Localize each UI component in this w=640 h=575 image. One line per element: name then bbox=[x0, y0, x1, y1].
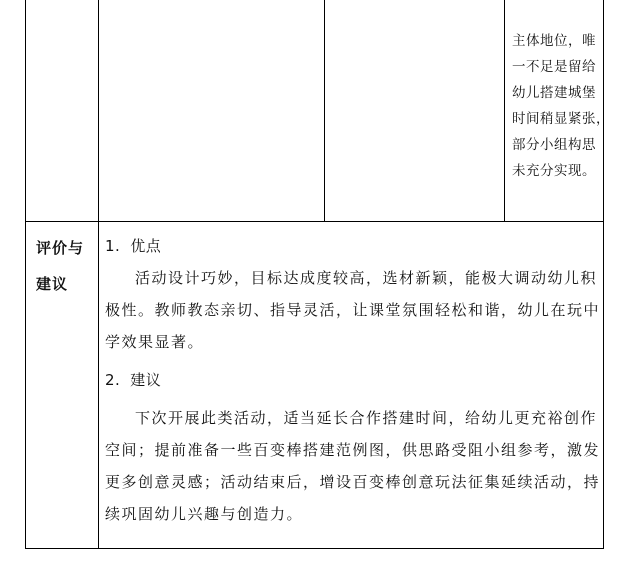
column-divider-2 bbox=[324, 0, 325, 221]
paragraph-line: 活动设计巧妙，目标达成度较高，选材新颖，能极大调动幼儿积 bbox=[135, 269, 598, 287]
section-title: 建议 bbox=[130, 371, 162, 389]
section-title: 优点 bbox=[130, 237, 162, 255]
note-line: 未充分实现。 bbox=[512, 163, 596, 179]
upper-row-note bbox=[512, 28, 610, 184]
section-number: 2. bbox=[105, 371, 121, 389]
evaluation-content bbox=[105, 230, 600, 530]
note-line: 时间稍显紧张， bbox=[512, 111, 610, 127]
strengths-paragraph bbox=[105, 262, 600, 358]
note-line: 主体地位，唯 bbox=[512, 33, 596, 49]
column-divider-1 bbox=[98, 0, 99, 549]
row-divider bbox=[25, 221, 604, 222]
label-line: 评价与 bbox=[36, 239, 85, 257]
note-line: 部分小组构思 bbox=[512, 137, 596, 153]
evaluation-label bbox=[36, 232, 94, 304]
section-heading-strengths bbox=[105, 230, 600, 262]
section-number: 1. bbox=[105, 237, 121, 255]
column-divider-3 bbox=[504, 0, 505, 221]
note-line: 幼儿搭建城堡 bbox=[512, 85, 596, 101]
paragraph-line: 极性。教师教态亲切、指导灵活，让课堂氛围轻松和谐，幼儿在玩中 bbox=[105, 301, 601, 319]
section-heading-suggestions bbox=[105, 364, 600, 396]
paragraph-line: 空间；提前准备一些百变棒搭建范例图，供思路受阻小组参考，激发 bbox=[105, 441, 601, 459]
paragraph-line: 续巩固幼儿兴趣与创造力。 bbox=[105, 505, 304, 523]
paragraph-line: 下次开展此类活动，适当延长合作搭建时间，给幼儿更充裕创作 bbox=[135, 409, 598, 427]
paragraph-line: 更多创意灵感；活动结束后，增设百变棒创意玩法征集延续活动，持 bbox=[105, 473, 601, 491]
note-line: 一不足是留给 bbox=[512, 59, 596, 75]
label-line: 建议 bbox=[36, 275, 69, 293]
suggestions-paragraph bbox=[105, 402, 600, 530]
paragraph-line: 学效果显著。 bbox=[105, 333, 205, 351]
